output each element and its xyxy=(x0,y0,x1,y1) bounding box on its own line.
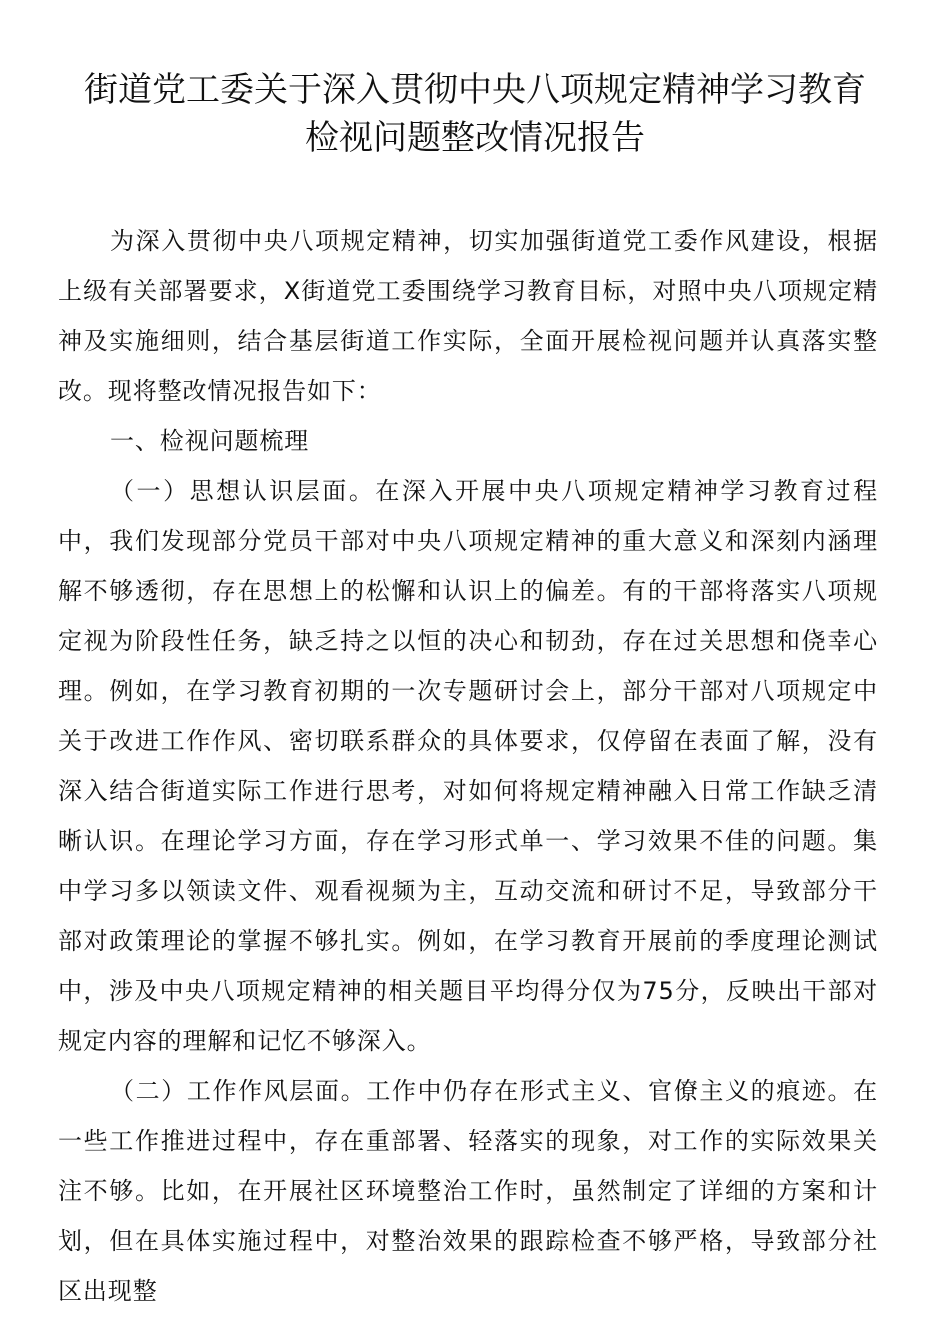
intro-paragraph: 为深入贯彻中央八项规定精神，切实加强街道党工委作风建设，根据上级有关部署要求，X街道党工委围绕学习教育目标，对照中央八项规定精神及实施细则，结合基层街道工作实际，全面开展检视问题并认真落实整改。现将整改情况报告如下： xyxy=(58,227,878,405)
document-title-line-2: 检视问题整改情况报告 xyxy=(305,118,645,158)
item-paragraph-2: （二）工作作风层面。工作中仍存在形式主义、官僚主义的痕迹。在一些工作推进过程中，存在重部署、轻落实的现象，对工作的实际效果关注不够。比如，在开展社区环境整治工作时，虽然制定了详细的方案和计划，但在具体实施过程中，对整治效果的跟踪检查不够严格，导致部分社区出现整 xyxy=(58,1077,878,1305)
document-title-line-1: 街道党工委关于深入贯彻中央八项规定精神学习教育 xyxy=(84,70,866,110)
item-paragraph-1: （一）思想认识层面。在深入开展中央八项规定精神学习教育过程中，我们发现部分党员干部对中央八项规定精神的重大意义和深刻内涵理解不够透彻，存在思想上的松懈和认识上的偏差。有的干部将落实八项规定视为阶段性任务，缺乏持之以恒的决心和韧劲，存在过关思想和侥幸心理。例如，在学习教育初期的一次专题研讨会上，部分干部对八项规定中关于改进工作作风、密切联系群众的具体要求，仅停留在表面了解，没有深入结合街道实际工作进行思考，对如何将规定精神融入日常工作缺乏清晰认识。在理论学习方面，存在学习形式单一、学习效果不佳的问题。集中学习多以领读文件、观看视频为主，互动交流和研讨不足，导致部分干部对政策理论的掌握不够扎实。例如，在学习教育开展前的季度理论测试中，涉及中央八项规定精神的相关题目平均得分仅为75分，反映出干部对规定内容的理解和记忆不够深入。 xyxy=(58,477,878,1055)
section-heading-1: 一、检视问题梳理 xyxy=(110,427,310,455)
document-body xyxy=(58,216,878,1316)
